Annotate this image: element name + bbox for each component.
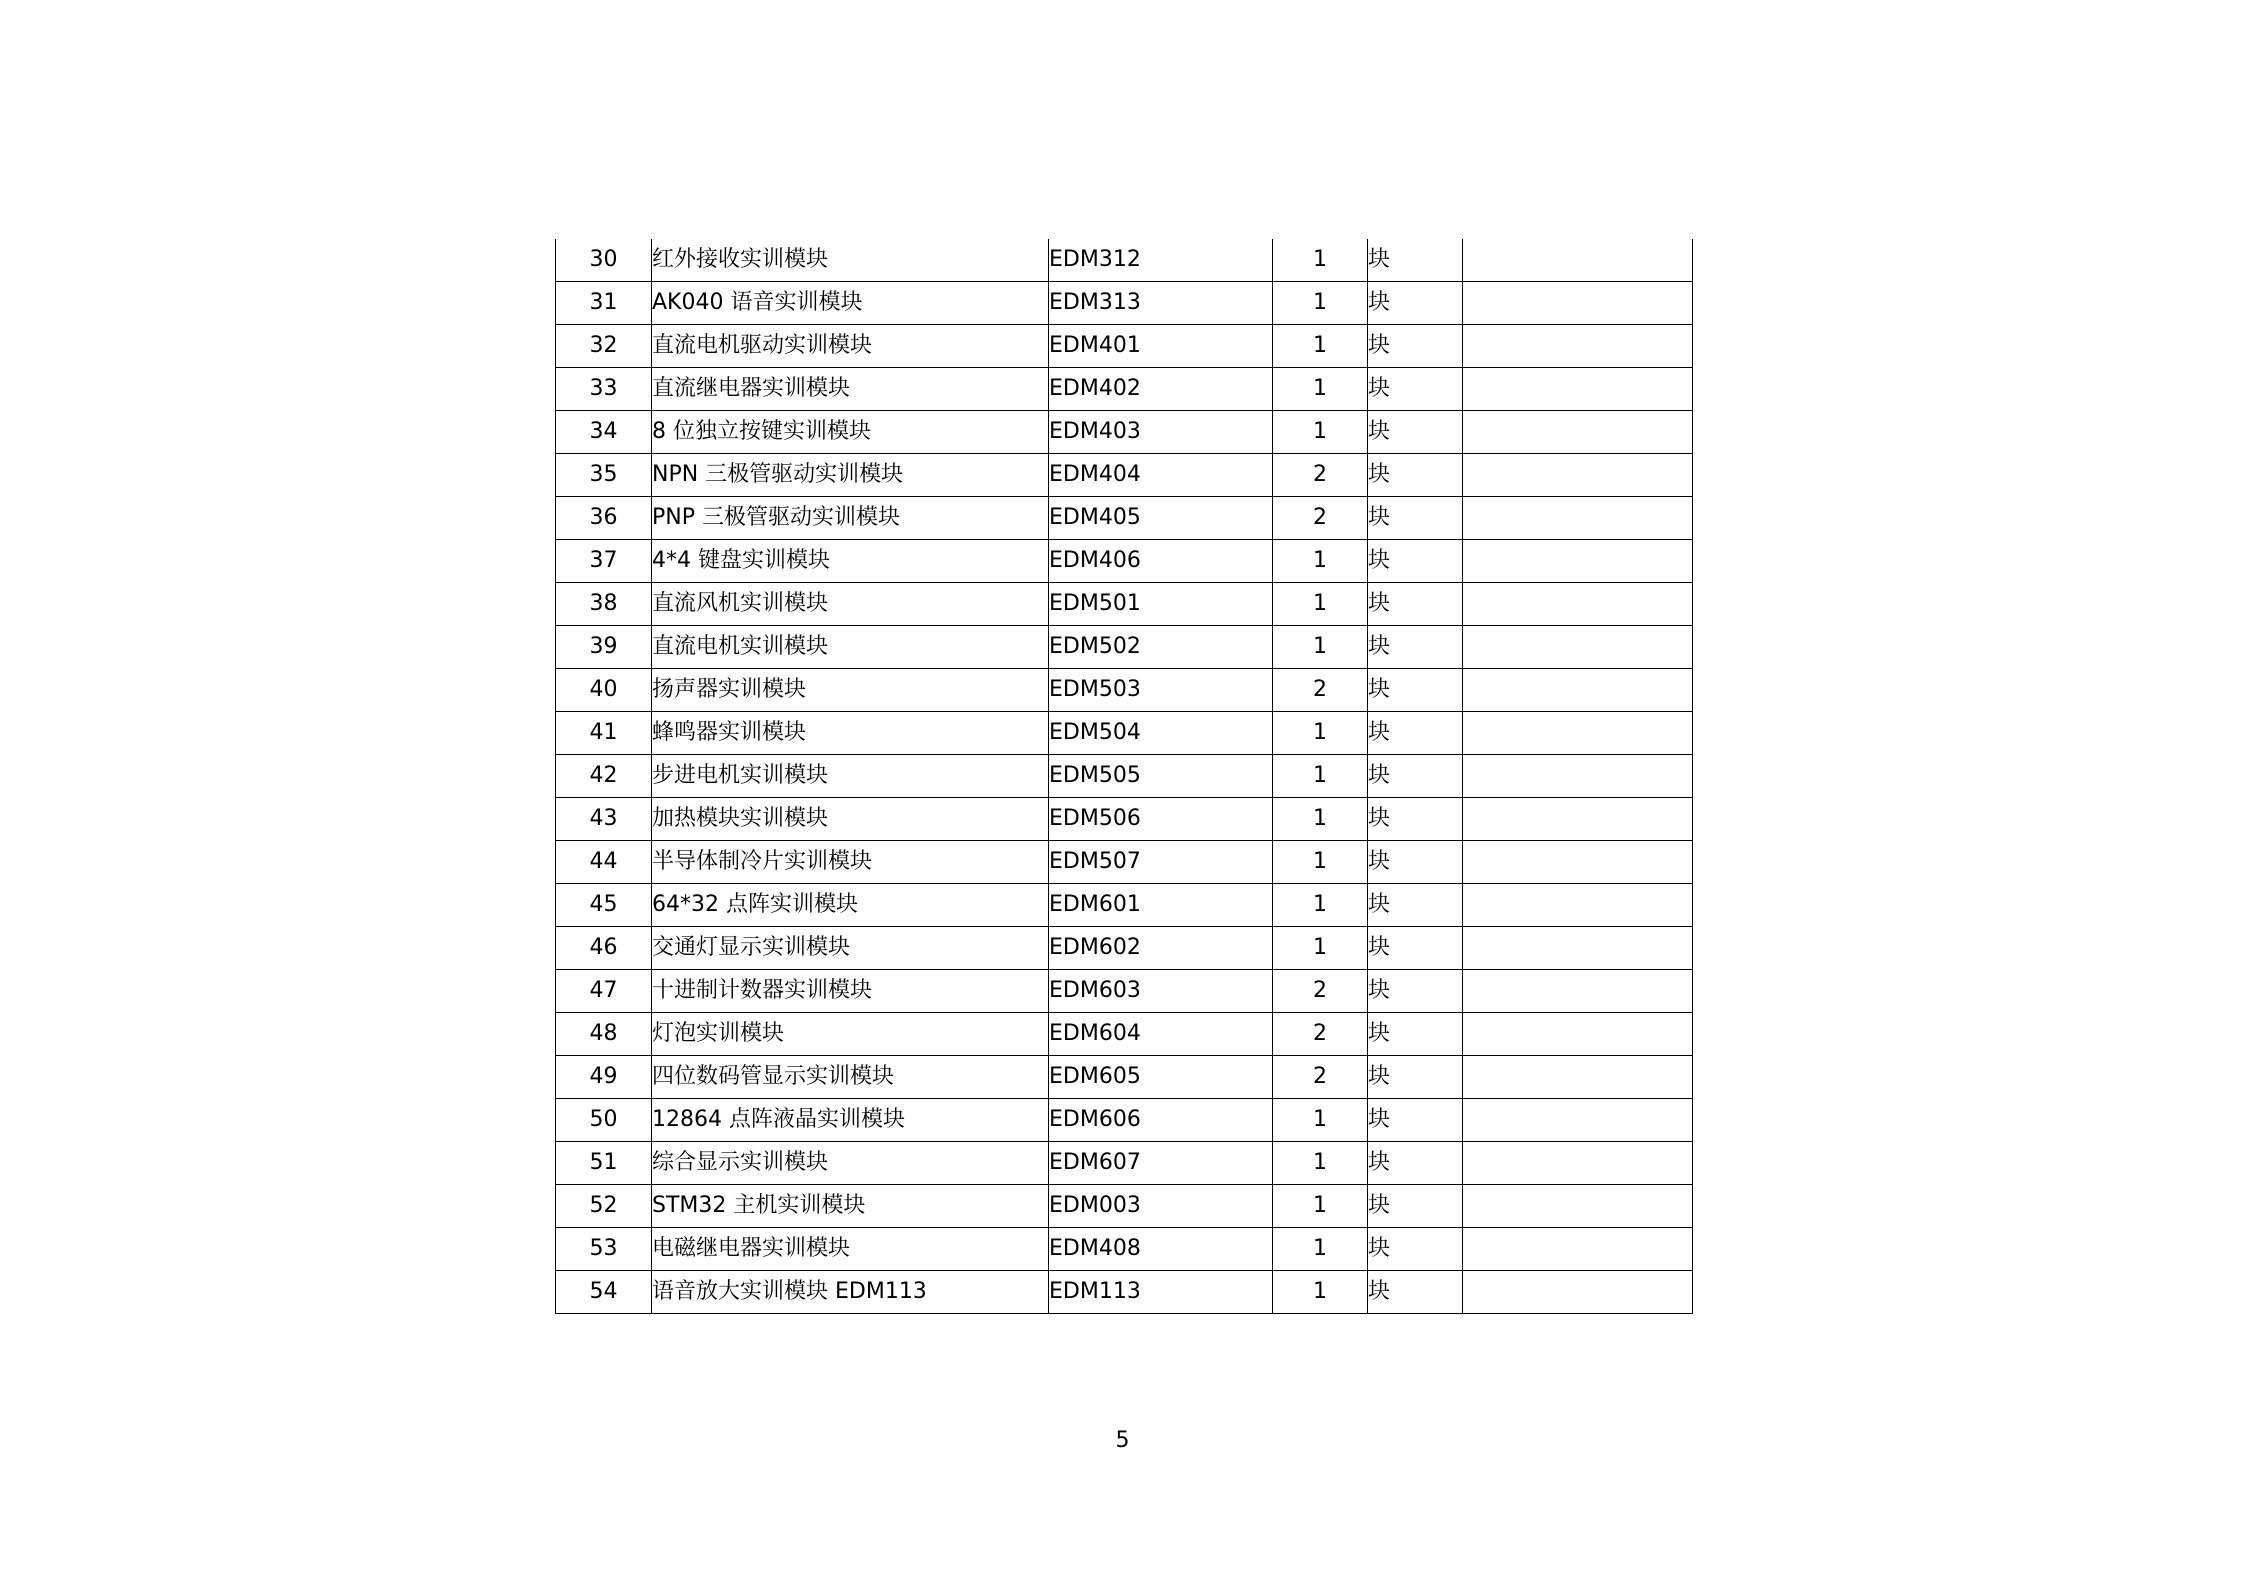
cell-unit: 块: [1368, 1013, 1463, 1056]
cell-quantity: 1: [1273, 884, 1368, 927]
cell-unit: 块: [1368, 626, 1463, 669]
cell-quantity: 1: [1273, 1185, 1368, 1228]
cell-model: EDM604: [1049, 1013, 1273, 1056]
cell-unit: 块: [1368, 841, 1463, 884]
cell-model: EDM502: [1049, 626, 1273, 669]
table-row: [556, 411, 1693, 454]
cell-index: 41: [556, 712, 652, 755]
cell-model: EDM113: [1049, 1271, 1273, 1314]
cell-index: 43: [556, 798, 652, 841]
cell-index: 33: [556, 368, 652, 411]
cell-unit: 块: [1368, 1185, 1463, 1228]
cell-note: [1463, 1185, 1693, 1228]
cell-unit: 块: [1368, 1142, 1463, 1185]
cell-index: 45: [556, 884, 652, 927]
cell-index: 42: [556, 755, 652, 798]
cell-quantity: 1: [1273, 927, 1368, 970]
cell-unit: 块: [1368, 411, 1463, 454]
table-row: [556, 712, 1693, 755]
cell-item-name: 直流电机驱动实训模块: [652, 325, 1049, 368]
cell-unit: 块: [1368, 540, 1463, 583]
cell-unit: 块: [1368, 1099, 1463, 1142]
cell-index: 53: [556, 1228, 652, 1271]
cell-index: 36: [556, 497, 652, 540]
cell-model: EDM601: [1049, 884, 1273, 927]
table-row: [556, 927, 1693, 970]
cell-index: 47: [556, 970, 652, 1013]
cell-quantity: 2: [1273, 1013, 1368, 1056]
cell-model: EDM506: [1049, 798, 1273, 841]
cell-item-name: 64*32 点阵实训模块: [652, 884, 1049, 927]
cell-unit: 块: [1368, 798, 1463, 841]
cell-unit: 块: [1368, 970, 1463, 1013]
table-row: [556, 1142, 1693, 1185]
cell-note: [1463, 1228, 1693, 1271]
cell-item-name: 交通灯显示实训模块: [652, 927, 1049, 970]
cell-index: 49: [556, 1056, 652, 1099]
cell-note: [1463, 755, 1693, 798]
cell-unit: 块: [1368, 1228, 1463, 1271]
cell-index: 35: [556, 454, 652, 497]
table-row: [556, 583, 1693, 626]
cell-item-name: 蜂鸣器实训模块: [652, 712, 1049, 755]
cell-unit: 块: [1368, 927, 1463, 970]
cell-note: [1463, 497, 1693, 540]
cell-item-name: 电磁继电器实训模块: [652, 1228, 1049, 1271]
table-row: [556, 669, 1693, 712]
cell-item-name: 半导体制冷片实训模块: [652, 841, 1049, 884]
cell-index: 54: [556, 1271, 652, 1314]
cell-index: 34: [556, 411, 652, 454]
cell-item-name: AK040 语音实训模块: [652, 282, 1049, 325]
cell-index: 52: [556, 1185, 652, 1228]
equipment-table: [555, 239, 1693, 1314]
table-row: [556, 325, 1693, 368]
cell-item-name: 12864 点阵液晶实训模块: [652, 1099, 1049, 1142]
table-row: [556, 884, 1693, 927]
cell-quantity: 1: [1273, 1228, 1368, 1271]
table-row: [556, 841, 1693, 884]
cell-quantity: 1: [1273, 798, 1368, 841]
cell-index: 39: [556, 626, 652, 669]
table-row: [556, 755, 1693, 798]
cell-unit: 块: [1368, 325, 1463, 368]
cell-index: 40: [556, 669, 652, 712]
cell-index: 46: [556, 927, 652, 970]
table-row: [556, 368, 1693, 411]
cell-index: 38: [556, 583, 652, 626]
cell-quantity: 1: [1273, 325, 1368, 368]
cell-index: 32: [556, 325, 652, 368]
cell-model: EDM404: [1049, 454, 1273, 497]
cell-index: 51: [556, 1142, 652, 1185]
cell-unit: 块: [1368, 454, 1463, 497]
table-row: [556, 1228, 1693, 1271]
cell-model: EDM606: [1049, 1099, 1273, 1142]
table-row: [556, 1099, 1693, 1142]
cell-note: [1463, 1013, 1693, 1056]
cell-quantity: 2: [1273, 669, 1368, 712]
table-row: [556, 282, 1693, 325]
cell-unit: 块: [1368, 712, 1463, 755]
cell-model: EDM408: [1049, 1228, 1273, 1271]
table-row: [556, 497, 1693, 540]
cell-item-name: 直流继电器实训模块: [652, 368, 1049, 411]
cell-model: EDM507: [1049, 841, 1273, 884]
cell-quantity: 2: [1273, 1056, 1368, 1099]
cell-quantity: 1: [1273, 1271, 1368, 1314]
cell-quantity: 1: [1273, 626, 1368, 669]
cell-item-name: 扬声器实训模块: [652, 669, 1049, 712]
cell-quantity: 1: [1273, 583, 1368, 626]
cell-quantity: 1: [1273, 540, 1368, 583]
cell-note: [1463, 626, 1693, 669]
cell-model: EDM401: [1049, 325, 1273, 368]
cell-item-name: 4*4 键盘实训模块: [652, 540, 1049, 583]
cell-quantity: 2: [1273, 454, 1368, 497]
cell-note: [1463, 454, 1693, 497]
cell-quantity: 2: [1273, 497, 1368, 540]
cell-item-name: 加热模块实训模块: [652, 798, 1049, 841]
table-row: [556, 626, 1693, 669]
cell-model: EDM313: [1049, 282, 1273, 325]
cell-item-name: 综合显示实训模块: [652, 1142, 1049, 1185]
cell-note: [1463, 1271, 1693, 1314]
cell-note: [1463, 282, 1693, 325]
cell-index: 44: [556, 841, 652, 884]
cell-quantity: 1: [1273, 1099, 1368, 1142]
cell-item-name: 直流风机实训模块: [652, 583, 1049, 626]
cell-note: [1463, 1142, 1693, 1185]
cell-note: [1463, 411, 1693, 454]
cell-note: [1463, 325, 1693, 368]
cell-unit: 块: [1368, 1271, 1463, 1314]
cell-note: [1463, 927, 1693, 970]
cell-index: 48: [556, 1013, 652, 1056]
cell-note: [1463, 669, 1693, 712]
cell-item-name: 四位数码管显示实训模块: [652, 1056, 1049, 1099]
cell-unit: 块: [1368, 755, 1463, 798]
cell-unit: 块: [1368, 239, 1463, 282]
cell-note: [1463, 1056, 1693, 1099]
cell-model: EDM003: [1049, 1185, 1273, 1228]
cell-index: 30: [556, 239, 652, 282]
cell-quantity: 1: [1273, 1142, 1368, 1185]
cell-model: EDM603: [1049, 970, 1273, 1013]
cell-quantity: 1: [1273, 411, 1368, 454]
cell-note: [1463, 712, 1693, 755]
cell-note: [1463, 239, 1693, 282]
cell-unit: 块: [1368, 1056, 1463, 1099]
cell-model: EDM406: [1049, 540, 1273, 583]
cell-note: [1463, 540, 1693, 583]
cell-unit: 块: [1368, 669, 1463, 712]
cell-note: [1463, 583, 1693, 626]
cell-quantity: 1: [1273, 841, 1368, 884]
cell-note: [1463, 841, 1693, 884]
equipment-table-body: [556, 239, 1693, 1314]
cell-item-name: 十进制计数器实训模块: [652, 970, 1049, 1013]
table-row: [556, 1056, 1693, 1099]
table-row: [556, 239, 1693, 282]
cell-model: EDM505: [1049, 755, 1273, 798]
page-number: 5: [1115, 1428, 1130, 1453]
cell-item-name: 语音放大实训模块 EDM113: [652, 1271, 1049, 1314]
cell-note: [1463, 798, 1693, 841]
cell-item-name: 步进电机实训模块: [652, 755, 1049, 798]
table-row: [556, 1271, 1693, 1314]
cell-quantity: 1: [1273, 755, 1368, 798]
cell-unit: 块: [1368, 884, 1463, 927]
cell-quantity: 2: [1273, 970, 1368, 1013]
table-row: [556, 540, 1693, 583]
cell-model: EDM403: [1049, 411, 1273, 454]
cell-index: 50: [556, 1099, 652, 1142]
cell-model: EDM405: [1049, 497, 1273, 540]
cell-model: EDM501: [1049, 583, 1273, 626]
cell-index: 37: [556, 540, 652, 583]
cell-item-name: 灯泡实训模块: [652, 1013, 1049, 1056]
cell-model: EDM504: [1049, 712, 1273, 755]
table-row: [556, 1185, 1693, 1228]
cell-model: EDM312: [1049, 239, 1273, 282]
cell-model: EDM602: [1049, 927, 1273, 970]
cell-quantity: 1: [1273, 712, 1368, 755]
cell-item-name: 8 位独立按键实训模块: [652, 411, 1049, 454]
cell-note: [1463, 1099, 1693, 1142]
cell-unit: 块: [1368, 282, 1463, 325]
cell-model: EDM607: [1049, 1142, 1273, 1185]
table-row: [556, 970, 1693, 1013]
table-row: [556, 454, 1693, 497]
cell-index: 31: [556, 282, 652, 325]
cell-note: [1463, 368, 1693, 411]
cell-item-name: 红外接收实训模块: [652, 239, 1049, 282]
cell-quantity: 1: [1273, 368, 1368, 411]
cell-note: [1463, 970, 1693, 1013]
table-row: [556, 1013, 1693, 1056]
cell-item-name: 直流电机实训模块: [652, 626, 1049, 669]
cell-item-name: PNP 三极管驱动实训模块: [652, 497, 1049, 540]
cell-model: EDM605: [1049, 1056, 1273, 1099]
cell-quantity: 1: [1273, 239, 1368, 282]
cell-model: EDM503: [1049, 669, 1273, 712]
cell-note: [1463, 884, 1693, 927]
cell-item-name: STM32 主机实训模块: [652, 1185, 1049, 1228]
cell-unit: 块: [1368, 368, 1463, 411]
cell-item-name: NPN 三极管驱动实训模块: [652, 454, 1049, 497]
cell-unit: 块: [1368, 583, 1463, 626]
cell-unit: 块: [1368, 497, 1463, 540]
table-row: [556, 798, 1693, 841]
cell-quantity: 1: [1273, 282, 1368, 325]
cell-model: EDM402: [1049, 368, 1273, 411]
